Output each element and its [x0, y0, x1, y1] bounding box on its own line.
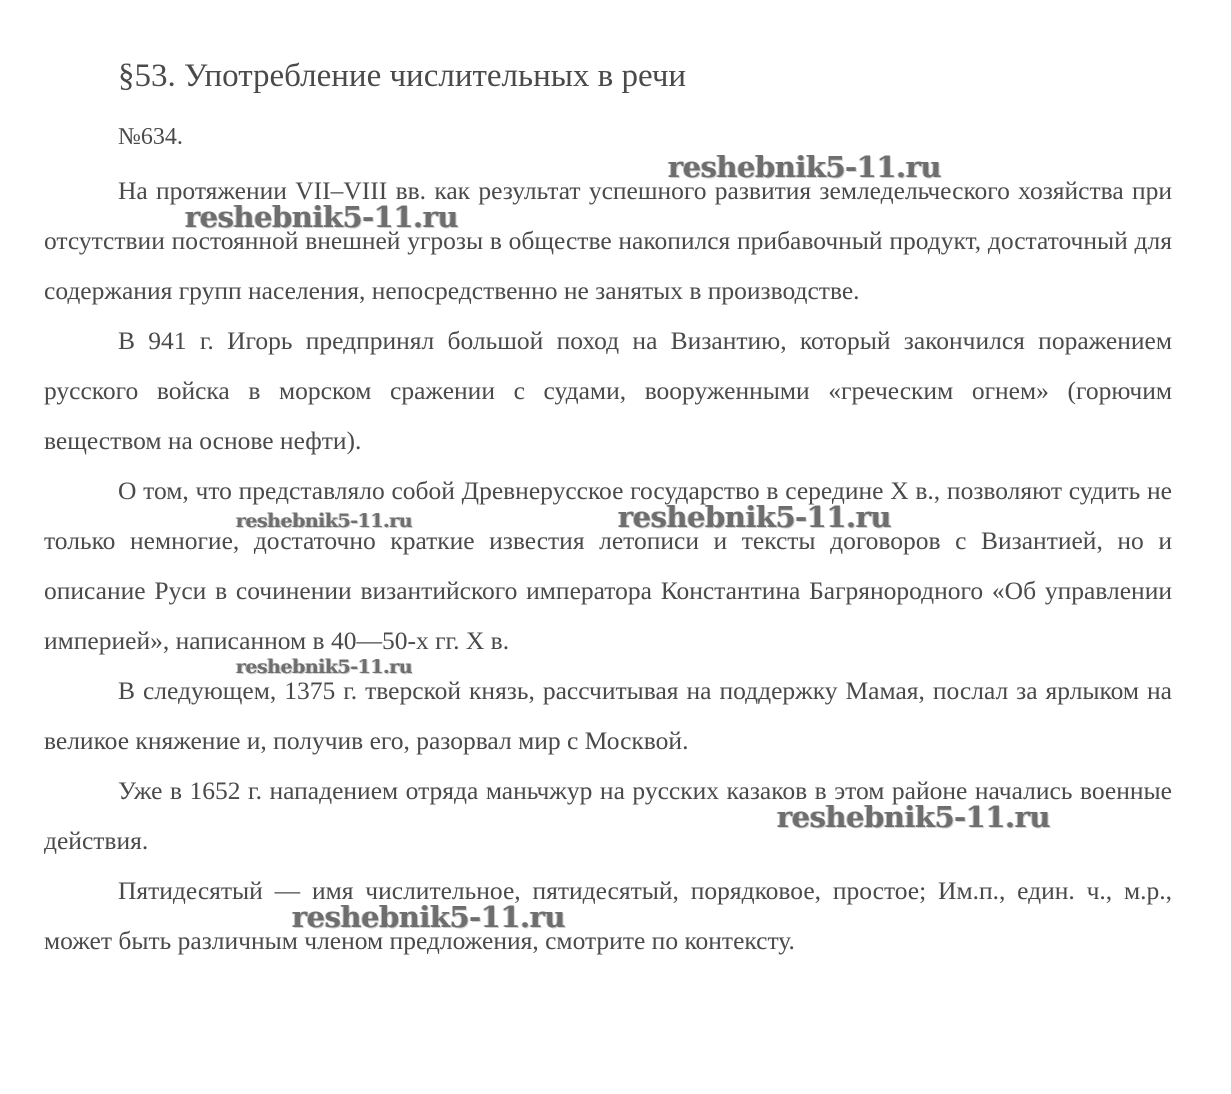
paragraph-6: Пятидесятый — имя числительное, пятидесятый, порядковое, простое; Им.п., един. ч., м.р., может быть различным членом предложения, смотрите по контексту.	[44, 876, 1172, 955]
paragraph-4: В следующем, 1375 г. тверской князь, рассчитывая на поддержку Мамая, послал за ярлыком на великое княжение и, получив его, разорвал мир с Москвой.	[44, 676, 1172, 755]
watermark: reshebnik5-11.ru	[668, 150, 942, 184]
watermark: reshebnik5-11.ru	[236, 510, 413, 532]
exercise-number: №634.	[118, 124, 183, 150]
watermark: reshebnik5-11.ru	[185, 200, 459, 234]
paragraph-3: О том, что представляло собой Древнерусское государство в середине X в., позволяют судить не только немногие, достаточно краткие известия летописи и тексты договоров с Византией, но и описание Руси в сочинении византийского императора Константина Багрянородного «Об управлении империей», написанном в 40—50-х гг. X в.	[44, 476, 1172, 655]
watermark: reshebnik5-11.ru	[236, 656, 413, 678]
watermark: reshebnik5-11.ru	[618, 500, 892, 534]
paragraph-5: Уже в 1652 г. нападением отряда маньчжур на русских казаков в этом районе начались военные действия.	[44, 776, 1172, 855]
watermark: reshebnik5-11.ru	[777, 800, 1051, 834]
paragraph-1: На протяжении VII–VIII вв. как результат успешного развития земледельческого хозяйства при отсутствии постоянной внешней угрозы в обществе накопился прибавочный продукт, достаточный для содержания групп населения, непосредственно не занятых в производстве.	[44, 176, 1172, 305]
section-title: §53. Употребление числительных в речи	[118, 58, 687, 94]
answer-text	[44, 166, 1172, 966]
paragraph-2: В 941 г. Игорь предпринял большой поход на Византию, который закончился поражением русского войска в морском сражении с судами, вооруженными «греческим огнем» (горючим веществом на основе нефти).	[44, 326, 1172, 455]
watermark: reshebnik5-11.ru	[292, 900, 566, 934]
